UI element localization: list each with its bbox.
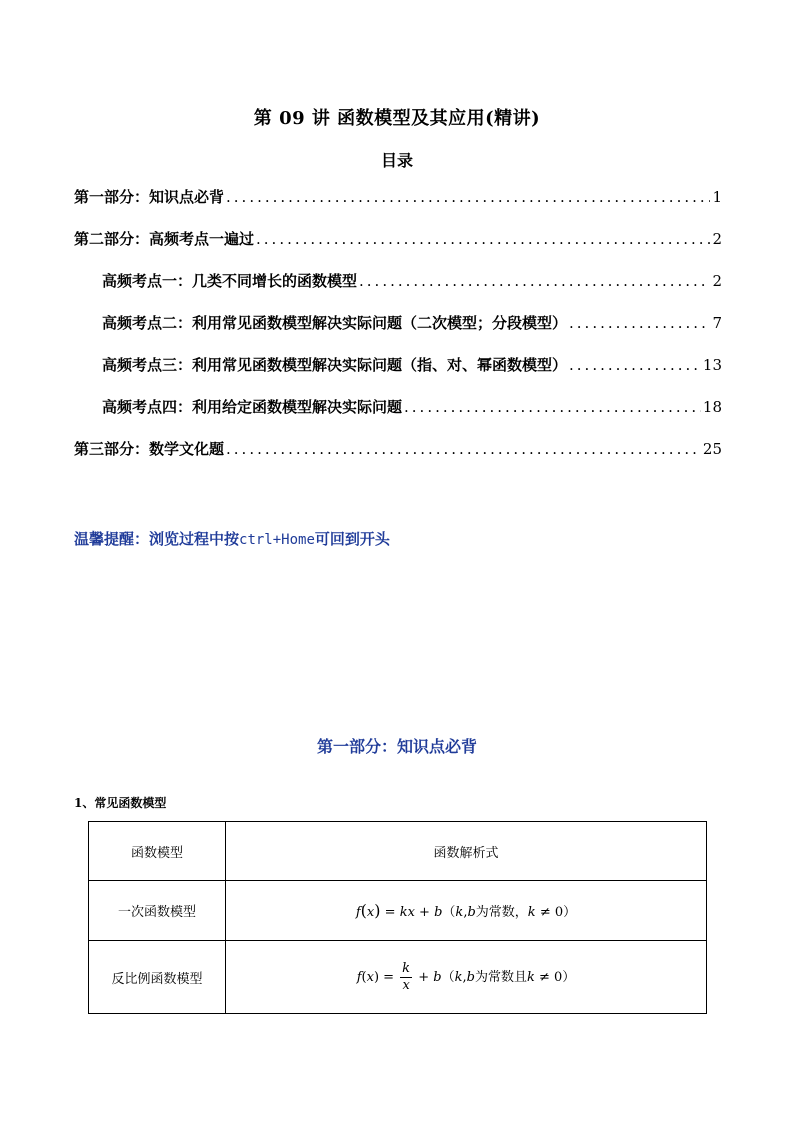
toc-dot-leader xyxy=(569,314,710,332)
model-name-cell: 一次函数模型 xyxy=(89,881,226,941)
table-header-row xyxy=(89,822,707,881)
toc-entry-label: 高频考点一：几类不同增长的函数模型 xyxy=(102,272,358,290)
table-of-contents xyxy=(74,186,722,480)
inverse-formula: f(x) = $\frac{k}{x}$ + b（k,b为常数且k ≠ 0） xyxy=(356,960,576,993)
table-row xyxy=(89,881,707,941)
toc-dot-leader xyxy=(569,356,701,374)
toc-entry-label: 高频考点三：利用常见函数模型解决实际问题（指、对、幂函数模型） xyxy=(102,356,568,374)
table-row xyxy=(89,941,707,1014)
item-heading: 1、常见函数模型 xyxy=(74,796,167,810)
toc-entry-page: 1 xyxy=(712,188,722,206)
toc-entry-page: 25 xyxy=(702,440,722,458)
toc-entry-page: 13 xyxy=(702,356,722,374)
toc-dot-leader xyxy=(226,440,701,458)
toc-entry[interactable] xyxy=(74,270,722,312)
table-header-cell: 函数解析式 xyxy=(226,822,707,881)
section-heading: 第一部分：知识点必背 xyxy=(316,737,477,756)
toc-entry[interactable] xyxy=(74,354,722,396)
formula-cell xyxy=(226,881,707,941)
toc-entry[interactable] xyxy=(74,312,722,354)
toc-dot-leader xyxy=(404,398,701,416)
model-name-cell: 反比例函数模型 xyxy=(89,941,226,1014)
toc-dot-leader xyxy=(256,230,710,248)
toc-entry[interactable] xyxy=(74,396,722,438)
toc-entry-label: 高频考点四：利用给定函数模型解决实际问题 xyxy=(102,398,403,416)
toc-entry-page: 18 xyxy=(702,398,722,416)
formula-text: 为常数且 xyxy=(474,969,527,985)
toc-entry-page: 2 xyxy=(712,272,722,290)
toc-entry-page: 7 xyxy=(712,314,722,332)
toc-entry-label: 第二部分：高频考点一遍过 xyxy=(74,230,255,248)
toc-entry-label: 第三部分：数学文化题 xyxy=(74,440,225,458)
fraction: $\frac{k}{x}$ xyxy=(402,960,411,993)
reminder-suffix: 可回到开头 xyxy=(314,530,390,548)
toc-entry-label: 高频考点二：利用常见函数模型解决实际问题（二次模型；分段模型） xyxy=(102,314,568,332)
toc-entry[interactable] xyxy=(74,438,722,480)
toc-entry-page: 2 xyxy=(712,230,722,248)
formula-text: 为常数， xyxy=(475,905,528,920)
reminder-shortcut: ctrl+Home xyxy=(239,532,315,548)
navigation-reminder xyxy=(74,528,390,549)
table-header-cell: 函数模型 xyxy=(89,822,226,881)
document-title: 第 09 讲 函数模型及其应用(精讲) xyxy=(253,108,541,129)
toc-entry-label: 第一部分：知识点必背 xyxy=(74,188,225,206)
function-models-table xyxy=(88,821,707,1014)
toc-dot-leader xyxy=(226,188,710,206)
linear-formula: f(x) = kx + b（k,b为常数，k ≠ 0） xyxy=(355,901,577,920)
reminder-prefix: 温馨提醒：浏览过程中按 xyxy=(74,530,240,548)
toc-entry[interactable] xyxy=(74,186,722,228)
toc-heading: 目录 xyxy=(380,151,413,170)
toc-dot-leader xyxy=(359,272,710,290)
formula-cell xyxy=(226,941,707,1014)
toc-entry[interactable] xyxy=(74,228,722,270)
